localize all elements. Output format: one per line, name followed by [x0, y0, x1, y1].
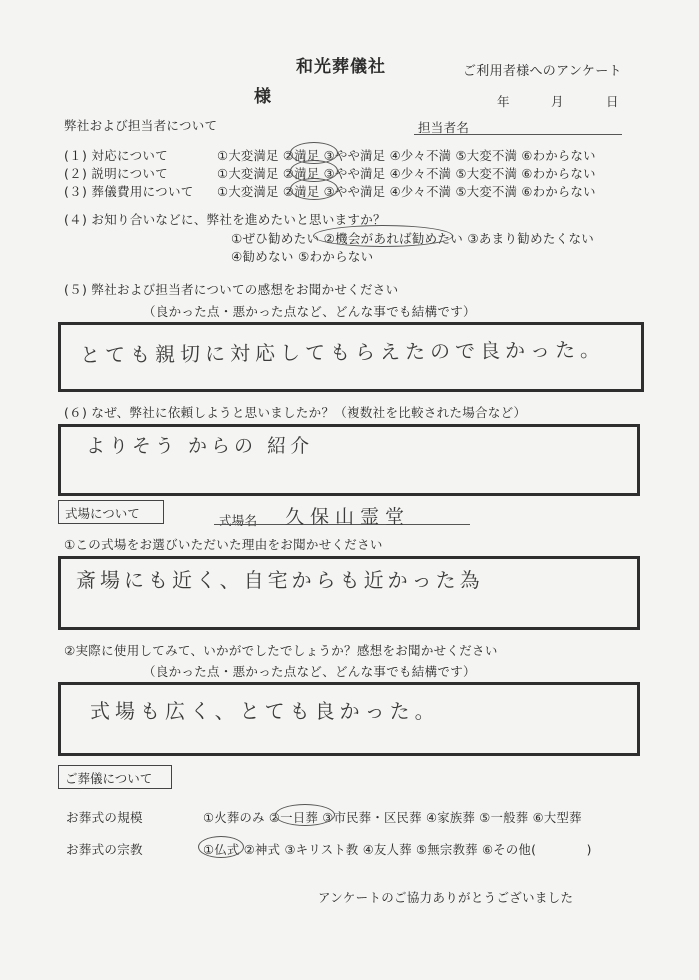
religion-options: ①仏式 ②神式 ③キリスト教 ④友人葬 ⑤無宗教葬 ⑥その他( )	[203, 843, 592, 857]
rating-3-selected-circle	[290, 178, 338, 200]
funeral-heading: ご葬儀について	[65, 771, 153, 786]
venue-label: 式場名	[219, 513, 258, 528]
religion-label: お葬式の宗教	[66, 842, 143, 857]
q5-sub: （良かった点・悪かった点など、どんな事でも結構です）	[143, 304, 476, 319]
date-month: 月	[551, 94, 564, 109]
staff-heading: 弊社および担当者について	[64, 118, 218, 133]
q4-options-line2: ④勧めない ⑤わからない	[231, 249, 374, 264]
venue-heading: 式場について	[65, 506, 140, 521]
q6-answer-handwriting: よりそう からの 紹介	[86, 435, 314, 457]
survey-title: ご利用者様へのアンケート	[463, 64, 622, 79]
venue-q2-sub: （良かった点・悪かった点など、どんな事でも結構です）	[143, 664, 476, 679]
company-name: 和光葬儀社	[296, 57, 386, 77]
scale-selected-circle	[275, 804, 335, 826]
q4-options-line1: ①ぜひ勧めたい ②機会があれば勧めたい ③あまり勧めたくない	[231, 231, 595, 246]
venue-q2-question: ②実際に使用してみて、いかがでしたでしょうか？感想をお聞かせください	[64, 643, 498, 658]
rating-1-label: (１) 対応について	[64, 148, 168, 163]
tantou-underline	[414, 134, 622, 135]
rating-3-options: ①大変満足 ②満足 ③やや満足 ④少々不満 ⑤大変不満 ⑥わからない	[217, 185, 596, 199]
thanks-message: アンケートのご協力ありがとうございました	[318, 890, 574, 905]
rating-1-options: ①大変満足 ②満足 ③やや満足 ④少々不満 ⑤大変不満 ⑥わからない	[217, 149, 596, 163]
venue-q2-answer-handwriting: 式場も広く、とても良かった。	[90, 699, 440, 723]
q6-question: (６) なぜ、弊社に依頼しようと思いましたか？（複数社を比較された場合など）	[64, 405, 527, 420]
tantou-label: 担当者名	[418, 120, 470, 135]
venue-heading-box	[58, 500, 164, 524]
sama-label: 様	[254, 87, 271, 107]
venue-name-handwriting: 久保山霊堂	[285, 506, 411, 528]
q5-answer-handwriting: とても親切に対応してもらえたので良かった。	[79, 337, 606, 367]
rating-3-label: (３) 葬儀費用について	[64, 184, 194, 199]
venue-q1-question: ①この式場をお選びいただいた理由をお聞かせください	[64, 537, 383, 552]
funeral-heading-box	[58, 765, 172, 789]
scale-options: ①火葬のみ ②一日葬 ③市民葬・区民葬 ④家族葬 ⑤一般葬 ⑥大型葬	[203, 811, 582, 825]
q5-question: (５) 弊社および担当者についての感想をお聞かせください	[64, 282, 399, 297]
rating-2-label: (２) 説明について	[64, 166, 168, 181]
date-day: 日	[606, 94, 619, 109]
religion-selected-circle	[198, 836, 244, 858]
date-year: 年	[497, 94, 510, 109]
q4-question: (４) お知り合いなどに、弊社を進めたいと思いますか？	[64, 212, 386, 227]
venue-q1-answer-handwriting: 斎場にも近く、自宅からも近かった為	[76, 568, 484, 592]
q4-selected-circle	[313, 225, 453, 247]
scale-label: お葬式の規模	[66, 810, 143, 825]
rating-2-options: ①大変満足 ②満足 ③やや満足 ④少々不満 ⑤大変不満 ⑥わからない	[217, 167, 596, 181]
